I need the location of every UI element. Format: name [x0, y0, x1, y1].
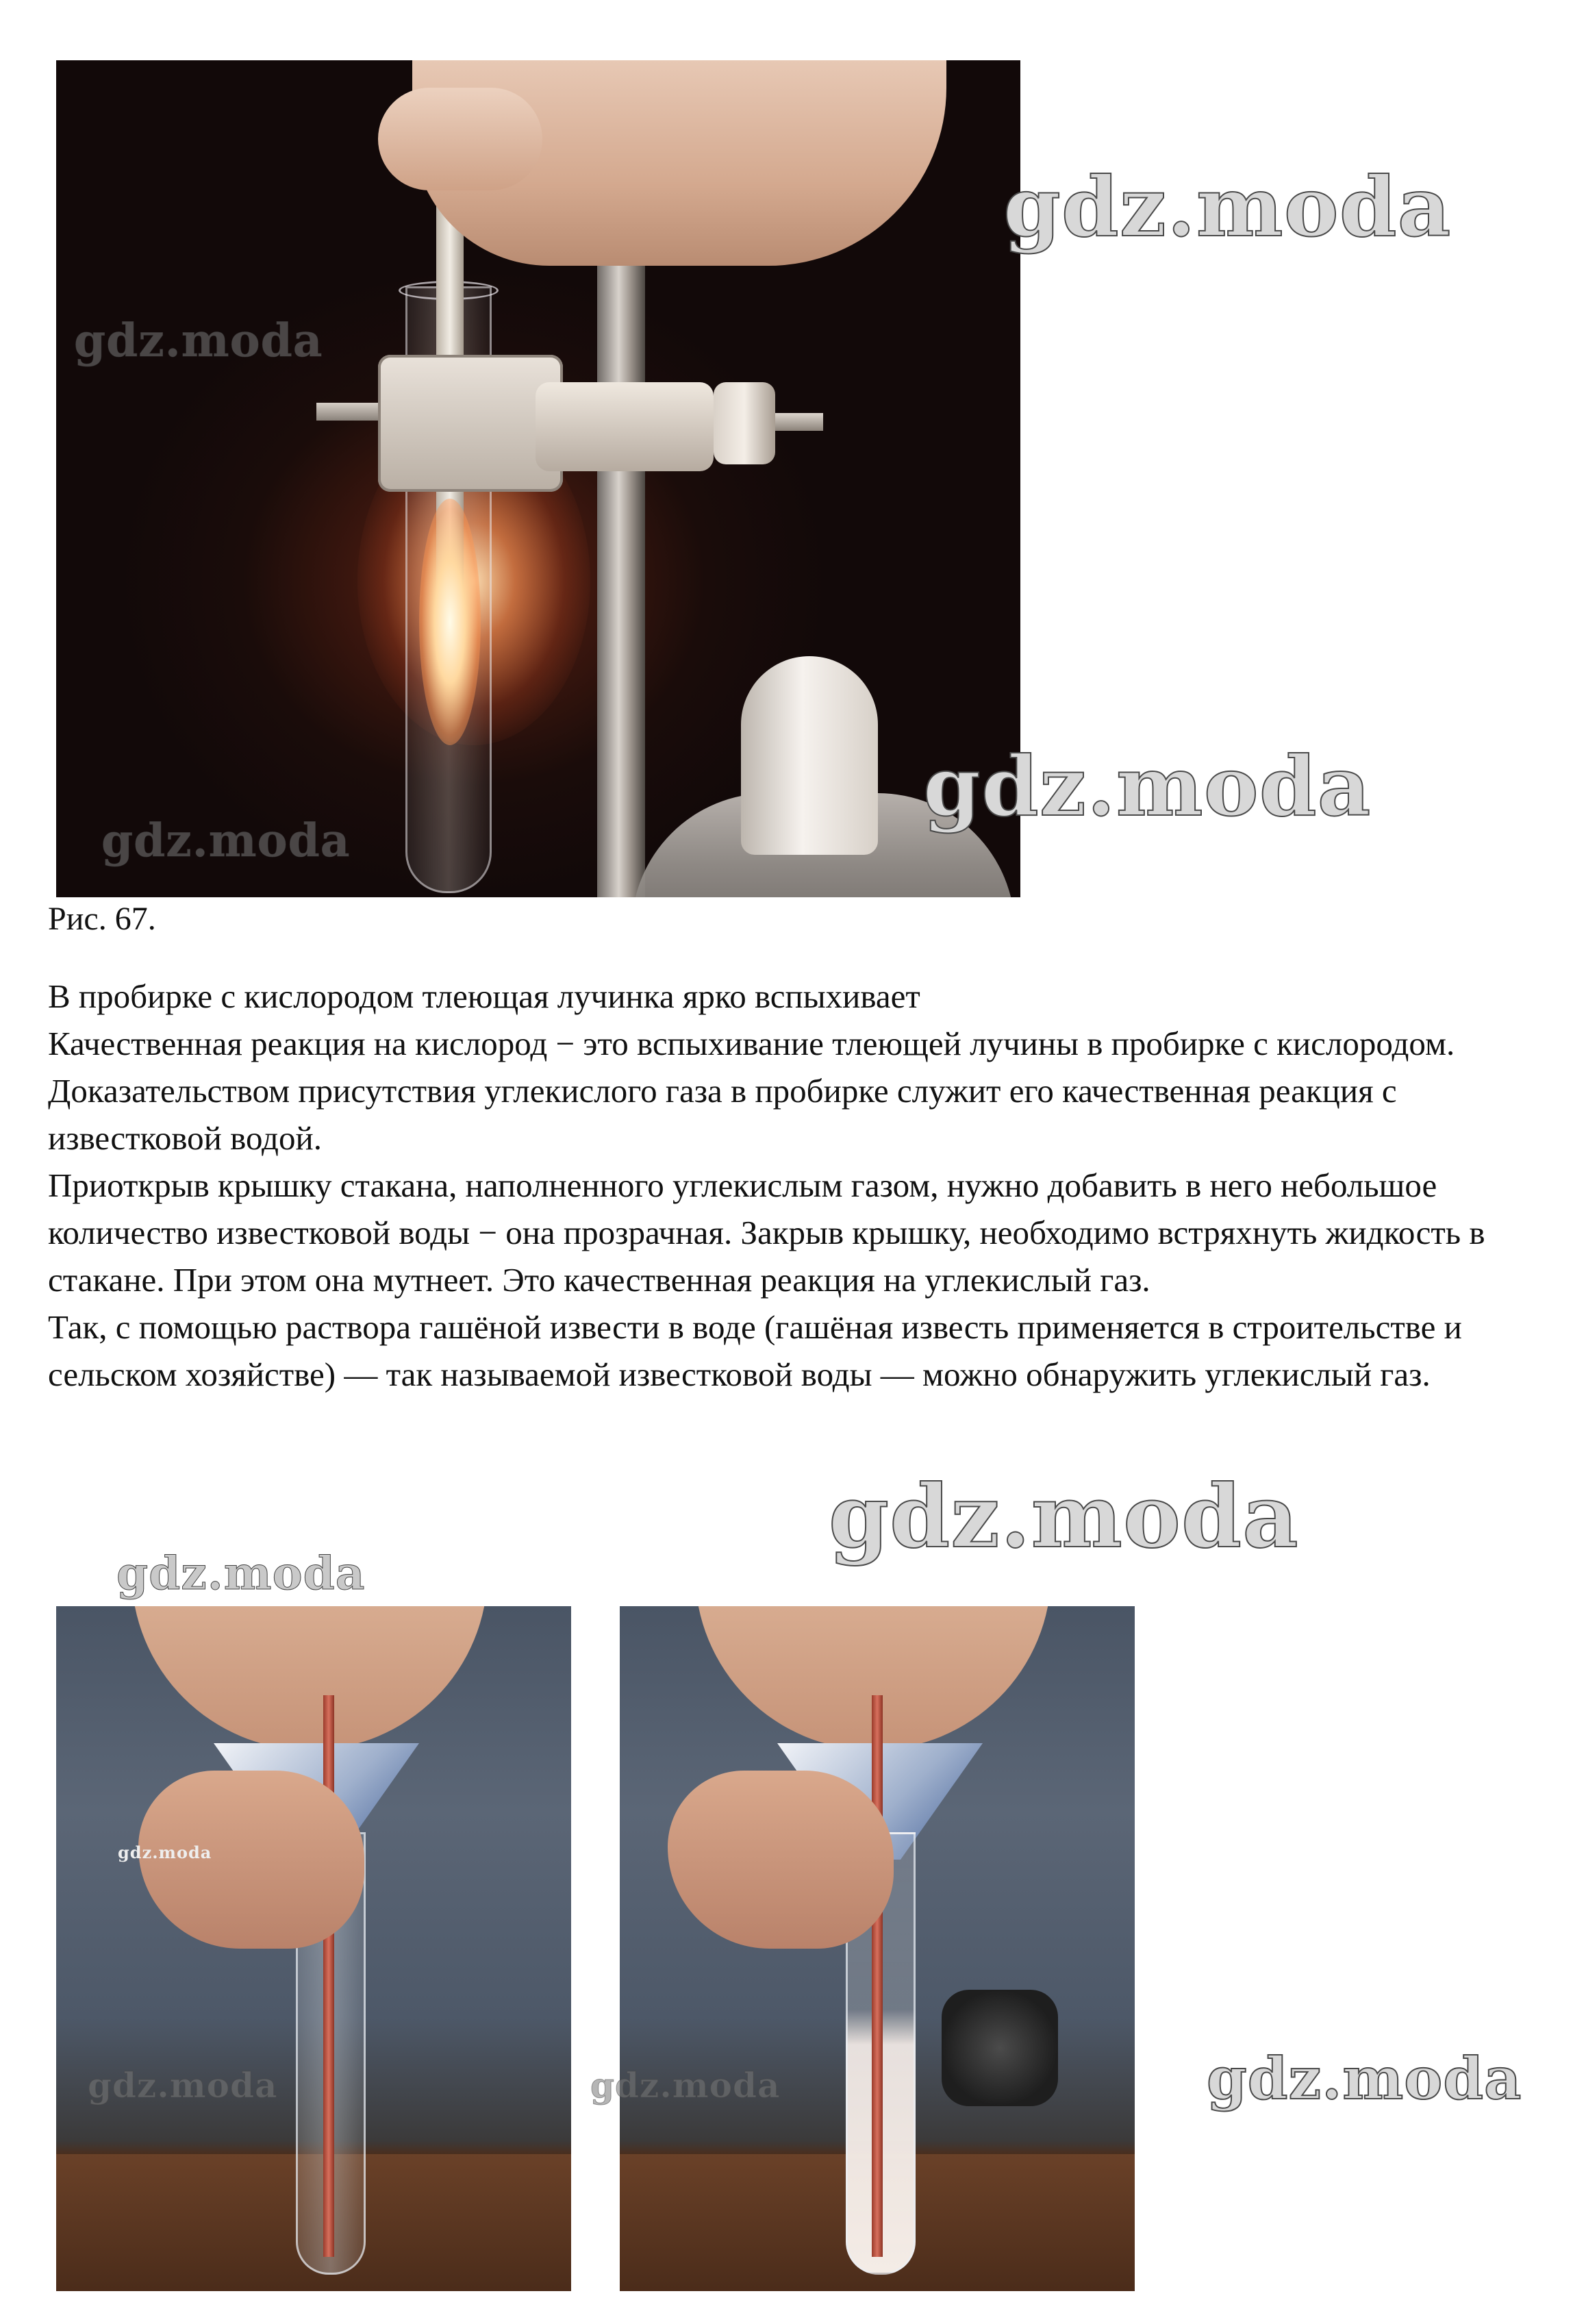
finger	[378, 88, 542, 190]
clamp-pin	[316, 403, 385, 421]
wristwatch	[942, 1990, 1058, 2106]
screw-stem	[768, 413, 823, 431]
photo-test-tube-stand	[56, 60, 1020, 897]
watermark: gdz.moda	[1207, 2045, 1522, 2112]
spirit-lamp-cap	[741, 656, 878, 855]
watermark: gdz.moda	[829, 1466, 1299, 1567]
splint-flame	[419, 499, 481, 745]
body-text	[48, 973, 1541, 1398]
figure-caption: Рис. 67.	[48, 901, 156, 937]
paragraph: Качественная реакция на кислород − это вспыхивание тлеющей лучины в пробирке с кислородом.	[48, 1025, 1455, 1062]
stand-rod	[597, 163, 645, 897]
watermark: gdz.moda	[118, 1842, 212, 1862]
watermark: gdz.moda	[923, 738, 1372, 835]
straw	[323, 1695, 334, 2257]
watermark: gdz.moda	[88, 2065, 278, 2106]
watermark: gdz.moda	[116, 1547, 366, 1600]
photo-milky-limewater	[620, 1606, 1135, 2291]
clamp-screw	[714, 382, 775, 464]
hand	[668, 1771, 894, 1949]
paragraph: В пробирке с кислородом тлеющая лучинка ярко вспыхивает	[48, 977, 920, 1015]
clamp-boss	[536, 382, 714, 471]
straw	[872, 1695, 883, 2257]
watermark: gdz.moda	[1003, 159, 1452, 255]
face	[131, 1606, 488, 1750]
watermark: gdz.moda	[590, 2065, 781, 2106]
paragraph: Так, с помощью раствора гашёной извести в воде (гашёная известь применяется в строительстве и сельском хозяйстве) — так называемой известковой воды — можно обнаружить углекислый газ.	[48, 1308, 1462, 1393]
watermark: gdz.moda	[74, 314, 323, 367]
paragraph: Доказательством присутствия углекислого газа в пробирке служит его качественная реакция с известковой водой.	[48, 1072, 1397, 1157]
watermark: gdz.moda	[101, 814, 351, 867]
paragraph: Приоткрыв крышку стакана, наполненного углекислым газом, нужно добавить в него небольшое количество известковой воды − она прозрачная. Закрыв крышку, необходимо встряхнуть жидкость в стакане. При этом она мутнеет. Это качественная реакция на углекислый газ.	[48, 1166, 1485, 1299]
photo-clear-limewater	[56, 1606, 571, 2291]
